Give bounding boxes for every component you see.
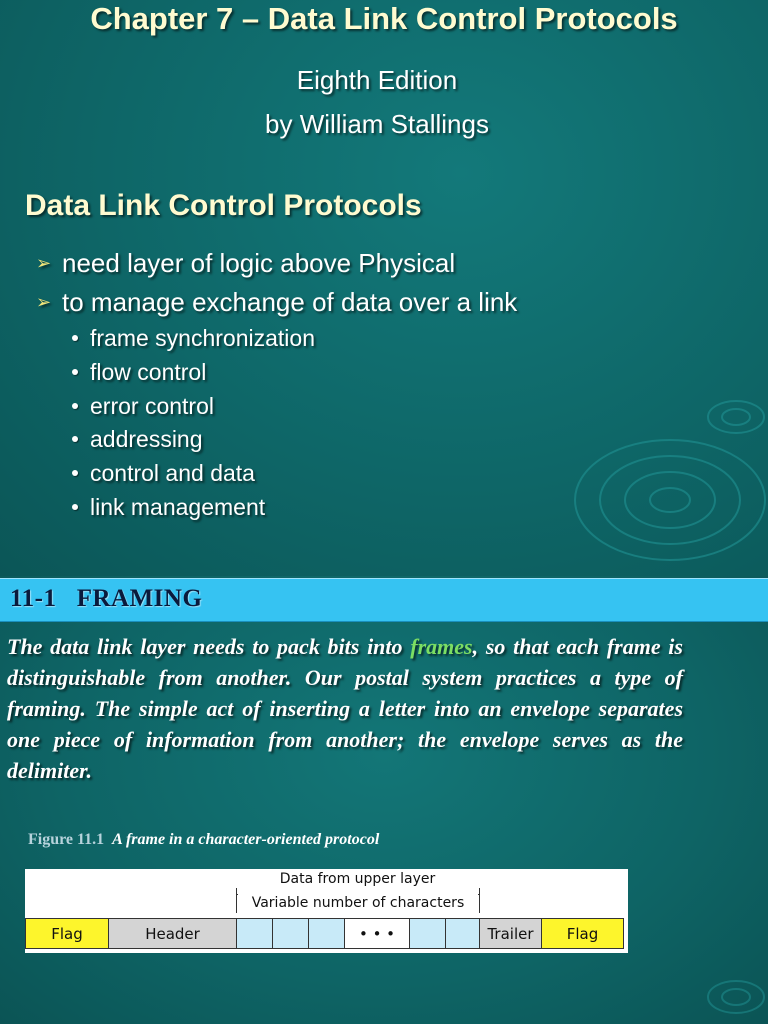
frame-cell-data — [409, 918, 446, 949]
bullet-text: to manage exchange of data over a link — [62, 287, 518, 317]
frame-cell-ellipsis: • • • — [344, 918, 410, 949]
figure-caption — [28, 829, 379, 851]
frame-cell-flag: Flag — [541, 918, 624, 949]
sub-bullet-text: addressing — [90, 426, 203, 452]
dot-bullet-icon — [72, 436, 78, 442]
bullet-item — [36, 247, 455, 279]
frame-cell-data — [272, 918, 309, 949]
bracket-line — [236, 888, 237, 913]
frame-diagram — [25, 869, 628, 953]
bracket-line — [479, 888, 480, 913]
sub-bullet-text: flow control — [90, 359, 207, 385]
frame-cell-flag: Flag — [25, 918, 109, 949]
paragraph-text: The data link layer needs to pack bits into — [7, 634, 411, 659]
section-heading: 11-1 FRAMING — [10, 585, 203, 612]
paragraph-text: , so that each frame is distinguishable from another. Our postal system practices a type of framing. The simple act of inserting a letter into an envelope separates one piece of information from another; the envelope serves as the delimiter. — [7, 634, 683, 783]
figure-number: Figure 11.1 — [28, 831, 105, 848]
sub-bullet-text: control and data — [90, 460, 255, 486]
edition-subtitle: Eighth Edition — [296, 65, 458, 95]
frame-cell-data — [308, 918, 345, 949]
frame-cell-data — [236, 918, 273, 949]
sub-bullet-text: error control — [90, 393, 214, 419]
dot-bullet-icon — [72, 335, 78, 341]
arrow-bullet-icon: ➢ — [36, 292, 52, 312]
sub-bullet-item — [72, 324, 315, 352]
bracket-label: Variable number of characters — [238, 894, 478, 912]
sub-bullet-item — [72, 425, 203, 453]
section-title: Data Link Control Protocols — [25, 189, 422, 222]
top-label: Data from upper layer — [279, 871, 436, 887]
sub-bullet-item — [72, 459, 255, 487]
chapter-title: Chapter 7 – Data Link Control Protocols — [90, 1, 678, 36]
sub-bullet-text: link management — [90, 494, 266, 520]
dot-bullet-icon — [72, 504, 78, 510]
dot-bullet-icon — [72, 470, 78, 476]
sub-bullet-item — [72, 392, 214, 420]
sub-bullet-text: frame synchronization — [90, 325, 315, 351]
framing-paragraph — [7, 631, 683, 786]
sub-bullet-item — [72, 358, 206, 386]
dot-bullet-icon — [72, 369, 78, 375]
frame-cell-data — [445, 918, 480, 949]
arrow-bullet-icon: ➢ — [36, 253, 52, 273]
figure-caption-text: A frame in a character-oriented protocol — [112, 831, 380, 848]
bullet-text: need layer of logic above Physical — [62, 248, 456, 278]
frame-cell-header: Header — [108, 918, 237, 949]
bullet-item — [36, 286, 517, 318]
sub-bullet-item — [72, 493, 265, 521]
highlighted-term: frames — [410, 634, 473, 659]
frame-cell-trailer: Trailer — [479, 918, 542, 949]
dot-bullet-icon — [72, 403, 78, 409]
author-subtitle: by William Stallings — [265, 109, 489, 139]
